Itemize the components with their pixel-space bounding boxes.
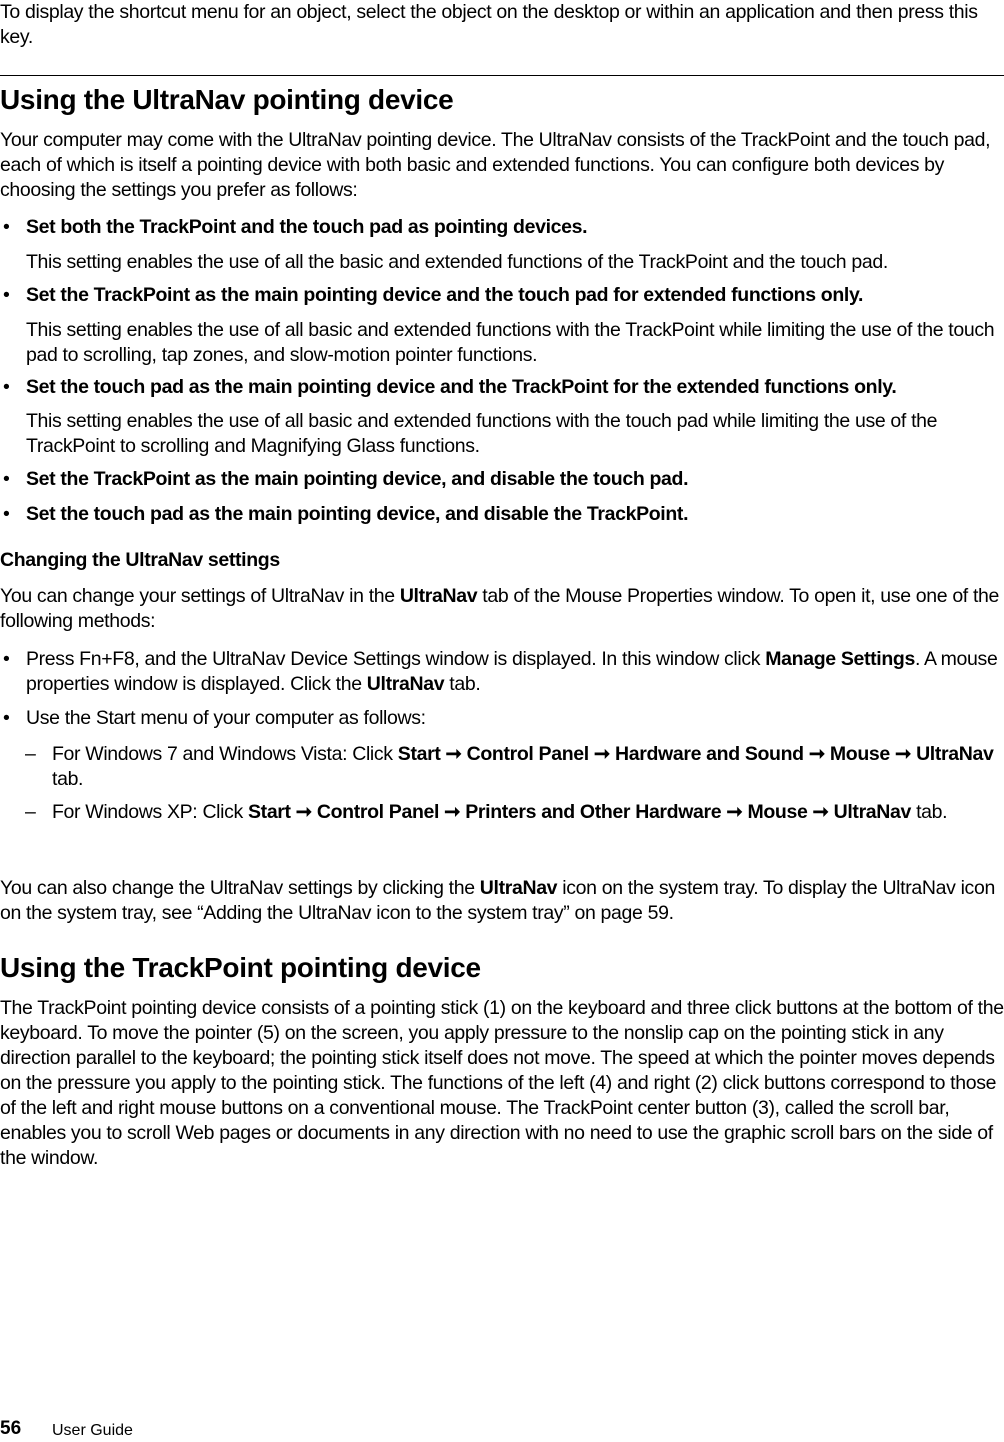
dash-mark: – bbox=[25, 743, 36, 765]
trackpoint-body: The TrackPoint pointing device consists of a pointing stick (1) on the keyboard and three click buttons at the bottom of the keyboard. To move the pointer (5) on the screen, you apply pressure to the nonslip cap on the pointing stick in any direction parallel to the keyboard; the pointing stick itself does not move. The speed at which the pointer moves depends on the pressure you apply to the pointing stick. The functions of the left (4) and right (2) click buttons correspond to those of the left and right mouse buttons on a conventional mouse. The TrackPoint center button (3), called the scroll bar, enables you to scroll Web pages or documents in any direction with no need to use the graphic scroll bars on the side of the window. bbox=[0, 997, 1004, 1169]
bullet-mark: • bbox=[3, 503, 10, 525]
trackpoint-heading: Using the TrackPoint pointing device bbox=[0, 952, 481, 983]
ultranav-tab-term: UltraNav bbox=[399, 585, 478, 607]
windowsxp-path: For Windows XP: Click Start ➞ Control Panel ➞ Printers and Other Hardware ➞ Mouse ➞ UltraNav tab. bbox=[52, 801, 948, 823]
method-start-menu: Use the Start menu of your computer as follows: bbox=[26, 707, 426, 729]
arrow-icon: ➞ bbox=[444, 801, 461, 823]
bullet-mark: • bbox=[3, 707, 10, 729]
bullet-mark: • bbox=[3, 284, 10, 306]
arrow-icon: ➞ bbox=[726, 801, 743, 823]
dash-mark: – bbox=[25, 801, 36, 823]
bullet-mark: • bbox=[3, 648, 10, 670]
option-title: Set both the TrackPoint and the touch pad as pointing devices. bbox=[26, 216, 588, 238]
arrow-icon: ➞ bbox=[894, 743, 911, 765]
option-title: Set the touch pad as the main pointing device, and disable the TrackPoint. bbox=[26, 503, 689, 525]
arrow-icon: ➞ bbox=[812, 801, 829, 823]
option-title: Set the TrackPoint as the main pointing device, and disable the touch pad. bbox=[26, 468, 689, 490]
arrow-icon: ➞ bbox=[593, 743, 610, 765]
arrow-icon: ➞ bbox=[295, 801, 312, 823]
arrow-icon: ➞ bbox=[808, 743, 825, 765]
option-description: This setting enables the use of all the basic and extended functions of the TrackPoint and the touch pad. bbox=[26, 251, 888, 273]
system-tray-paragraph: You can also change the UltraNav settings by clicking the UltraNav icon on the system tray. To display the UltraNav icon on the system tray, see “Adding the UltraNav icon to the system tray” on page 59. bbox=[0, 877, 995, 924]
page-number: 56 bbox=[0, 1418, 22, 1439]
footer-guide-title: User Guide bbox=[52, 1422, 133, 1439]
changing-settings-heading: Changing the UltraNav settings bbox=[0, 549, 280, 571]
option-title: Set the TrackPoint as the main pointing device and the touch pad for extended functions only. bbox=[26, 284, 864, 306]
option-title: Set the touch pad as the main pointing device and the TrackPoint for the extended functions only. bbox=[26, 376, 897, 398]
intro-paragraph: To display the shortcut menu for an object, select the object on the desktop or within an application and then press this key. bbox=[0, 1, 978, 48]
option-description: This setting enables the use of all basic and extended functions with the TrackPoint while limiting the use of the touch pad to scrolling, tap zones, and slow-motion pointer functions. bbox=[26, 319, 995, 366]
changing-intro: You can change your settings of UltraNav in the UltraNav tab of the Mouse Properties window. To open it, use one of the following methods: bbox=[0, 585, 1000, 632]
section-divider bbox=[0, 75, 1004, 76]
bullet-mark: • bbox=[3, 216, 10, 238]
arrow-icon: ➞ bbox=[445, 743, 462, 765]
bullet-mark: • bbox=[3, 468, 10, 490]
windows7-path: For Windows 7 and Windows Vista: Click Start ➞ Control Panel ➞ Hardware and Sound ➞ Mouse ➞ UltraNav tab. bbox=[52, 743, 994, 790]
ultranav-intro: Your computer may come with the UltraNav pointing device. The UltraNav consists of the TrackPoint and the touch pad, each of which is itself a pointing device with both basic and extended functions. You can configure both devices by choosing the settings you prefer as follows: bbox=[0, 129, 991, 201]
bullet-mark: • bbox=[3, 376, 10, 398]
method-fn-f8: Press Fn+F8, and the UltraNav Device Settings window is displayed. In this window click Manage Settings. A mouse properties window is displayed. Click the UltraNav tab. bbox=[26, 648, 998, 695]
ultranav-heading: Using the UltraNav pointing device bbox=[0, 84, 454, 115]
option-description: This setting enables the use of all basic and extended functions with the touch pad while limiting the use of the TrackPoint to scrolling and Magnifying Glass functions. bbox=[26, 410, 938, 457]
